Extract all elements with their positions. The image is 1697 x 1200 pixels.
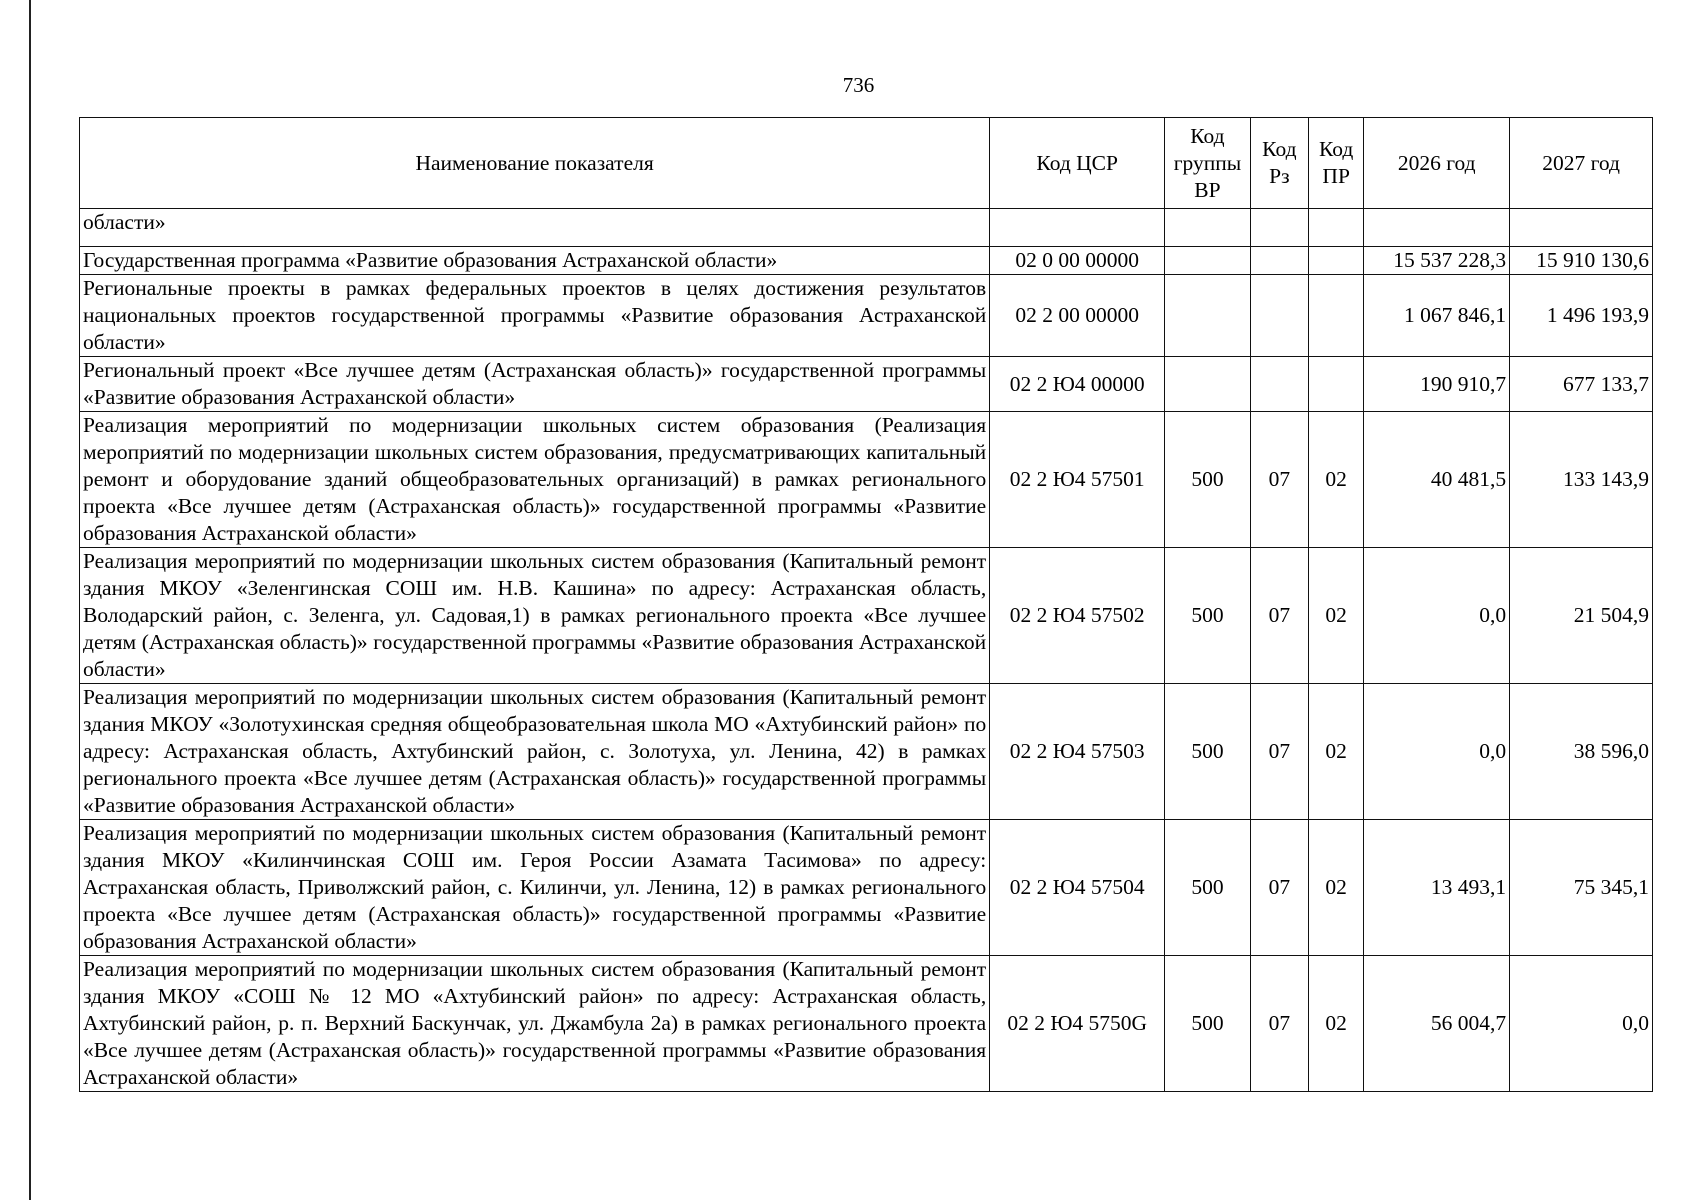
cell-rz: 07	[1250, 412, 1308, 548]
cell-2027	[1510, 209, 1653, 247]
cell-rz: 07	[1250, 548, 1308, 684]
cell-name: Реализация мероприятий по модернизации школьных систем образования (Капитальный ремонт здания МКОУ «Золотухинская средняя общеобразовательная школа МО «Ахтубинский район» по адресу: Астраханская область, Ахтубинский район, с. Золотуха, ул. Ленина, 42) в рамках регионального проекта «Все лучшее детям (Астраханская область)» государственной программы «Развитие образования Астраханской области»	[80, 684, 990, 820]
table-row	[80, 275, 1653, 357]
cell-name: Реализация мероприятий по модернизации школьных систем образования (Капитальный ремонт здания МКОУ «Килинчинская СОШ им. Героя России Азамата Тасимова» по адресу: Астраханская область, Приволжский район, с. Килинчи, ул. Ленина, 12) в рамках регионального проекта «Все лучшее детям (Астраханская область)» государственной программы «Развитие образования Астраханской области»	[80, 820, 990, 956]
cell-2026: 0,0	[1364, 548, 1510, 684]
cell-rz	[1250, 357, 1308, 412]
cell-csr: 02 2 Ю4 00000	[990, 357, 1165, 412]
cell-csr	[990, 209, 1165, 247]
cell-2026: 13 493,1	[1364, 820, 1510, 956]
cell-2027: 15 910 130,6	[1510, 247, 1653, 275]
cell-vr	[1165, 357, 1250, 412]
cell-name: области»	[80, 209, 990, 247]
cell-name: Государственная программа «Развитие образования Астраханской области»	[80, 247, 990, 275]
header-vr: Код группы ВР	[1165, 118, 1250, 209]
table-row	[80, 357, 1653, 412]
cell-pr: 02	[1309, 412, 1364, 548]
header-name: Наименование показателя	[80, 118, 990, 209]
cell-pr	[1309, 209, 1364, 247]
cell-vr: 500	[1165, 820, 1250, 956]
cell-csr: 02 2 Ю4 57503	[990, 684, 1165, 820]
cell-2026: 40 481,5	[1364, 412, 1510, 548]
cell-vr: 500	[1165, 684, 1250, 820]
cell-2026	[1364, 209, 1510, 247]
cell-pr	[1309, 357, 1364, 412]
header-rz: Код Рз	[1250, 118, 1308, 209]
cell-csr: 02 2 Ю4 57504	[990, 820, 1165, 956]
table-row	[80, 412, 1653, 548]
page-number: 736	[842, 73, 875, 97]
cell-csr: 02 2 00 00000	[990, 275, 1165, 357]
cell-name: Реализация мероприятий по модернизации школьных систем образования (Реализация мероприятий по модернизации школьных систем образования, предусматривающих капитальный ремонт и оборудование зданий общеобразовательных организаций) в рамках регионального проекта «Все лучшее детям (Астраханская область)» государственной программы «Развитие образования Астраханской области»	[80, 412, 990, 548]
cell-2027: 1 496 193,9	[1510, 275, 1653, 357]
cell-2027: 0,0	[1510, 956, 1653, 1092]
page-binding-line	[29, 0, 31, 1200]
cell-name: Региональные проекты в рамках федеральных проектов в целях достижения результатов национальных проектов государственной программы «Развитие образования Астраханской области»	[80, 275, 990, 357]
table-row	[80, 820, 1653, 956]
cell-pr: 02	[1309, 820, 1364, 956]
cell-2027: 38 596,0	[1510, 684, 1653, 820]
cell-rz: 07	[1250, 684, 1308, 820]
cell-2027: 133 143,9	[1510, 412, 1653, 548]
cell-rz	[1250, 209, 1308, 247]
budget-table	[79, 117, 1653, 1092]
table-row	[80, 209, 1653, 247]
cell-vr: 500	[1165, 548, 1250, 684]
cell-rz: 07	[1250, 956, 1308, 1092]
cell-name: Региональный проект «Все лучшее детям (Астраханская область)» государственной программы «Развитие образования Астраханской области»	[80, 357, 990, 412]
cell-pr	[1309, 275, 1364, 357]
cell-rz	[1250, 275, 1308, 357]
header-2027: 2027 год	[1510, 118, 1653, 209]
cell-2026: 15 537 228,3	[1364, 247, 1510, 275]
header-2026: 2026 год	[1364, 118, 1510, 209]
cell-2026: 0,0	[1364, 684, 1510, 820]
cell-2026: 56 004,7	[1364, 956, 1510, 1092]
cell-vr	[1165, 247, 1250, 275]
cell-rz	[1250, 247, 1308, 275]
table-header-row	[80, 118, 1653, 209]
table-row	[80, 684, 1653, 820]
cell-pr: 02	[1309, 548, 1364, 684]
table-row	[80, 548, 1653, 684]
cell-csr: 02 2 Ю4 57502	[990, 548, 1165, 684]
cell-name: Реализация мероприятий по модернизации школьных систем образования (Капитальный ремонт здания МКОУ «СОШ № 12 МО «Ахтубинский район» по адресу: Астраханская область, Ахтубинский район, р. п. Верхний Баскунчак, ул. Джамбула 2а) в рамках регионального проекта «Все лучшее детям (Астраханская область)» государственной программы «Развитие образования Астраханской области»	[80, 956, 990, 1092]
cell-2027: 677 133,7	[1510, 357, 1653, 412]
cell-rz: 07	[1250, 820, 1308, 956]
cell-csr: 02 2 Ю4 57501	[990, 412, 1165, 548]
cell-csr: 02 2 Ю4 5750G	[990, 956, 1165, 1092]
cell-2026: 190 910,7	[1364, 357, 1510, 412]
cell-2026: 1 067 846,1	[1364, 275, 1510, 357]
cell-pr: 02	[1309, 956, 1364, 1092]
header-csr: Код ЦСР	[990, 118, 1165, 209]
cell-vr: 500	[1165, 956, 1250, 1092]
cell-csr: 02 0 00 00000	[990, 247, 1165, 275]
cell-2027: 75 345,1	[1510, 820, 1653, 956]
cell-vr	[1165, 209, 1250, 247]
cell-vr: 500	[1165, 412, 1250, 548]
cell-2027: 21 504,9	[1510, 548, 1653, 684]
table-row	[80, 247, 1653, 275]
header-pr: Код ПР	[1309, 118, 1364, 209]
cell-pr	[1309, 247, 1364, 275]
cell-pr: 02	[1309, 684, 1364, 820]
cell-name: Реализация мероприятий по модернизации школьных систем образования (Капитальный ремонт здания МКОУ «Зеленгинская СОШ им. Н.В. Кашина» по адресу: Астраханская область, Володарский район, с. Зеленга, ул. Садовая,1) в рамках регионального проекта «Все лучшее детям (Астраханская область)» государственной программы «Развитие образования Астраханской области»	[80, 548, 990, 684]
table-row	[80, 956, 1653, 1092]
cell-vr	[1165, 275, 1250, 357]
